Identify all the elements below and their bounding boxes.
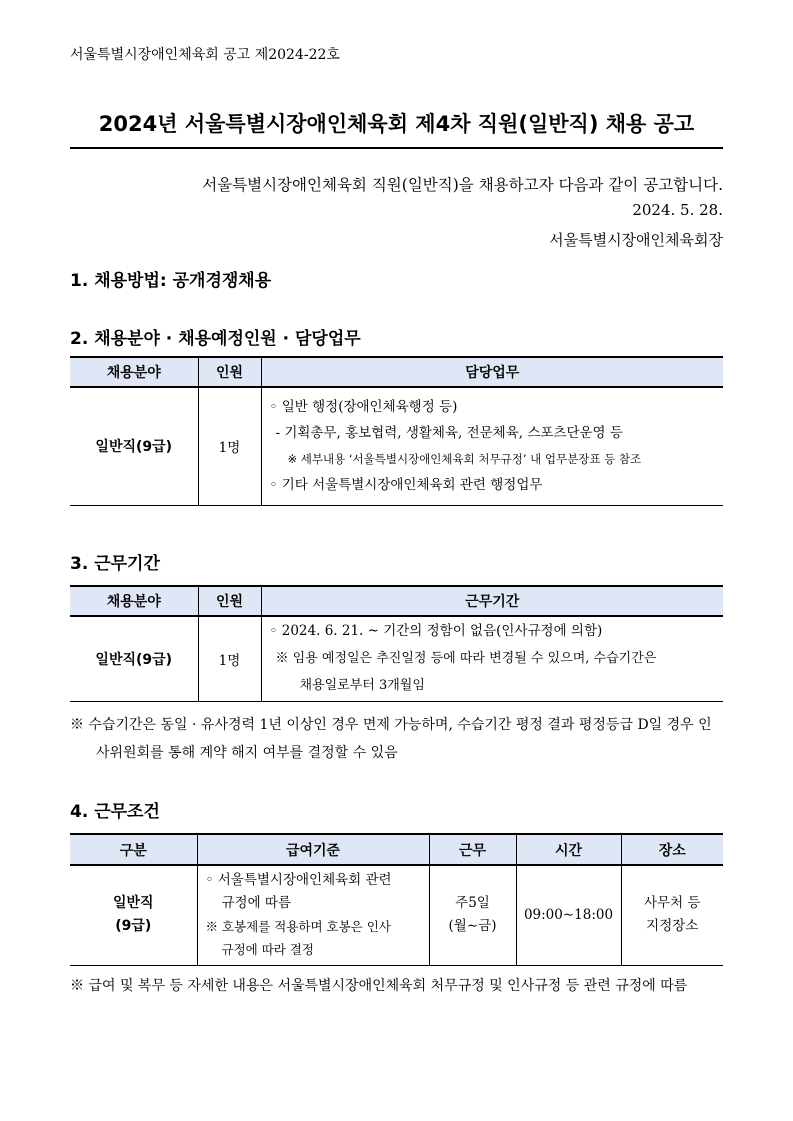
pay-note-footer: ※ 급여 및 복무 등 자세한 내용은 서울특별시장애인체육회 처무규정 및 인사규정 등 관련 규정에 따름 (70, 978, 688, 994)
conditions-table-header-row (70, 834, 723, 865)
header-pay: 급여기준 (197, 834, 429, 865)
place-line: 지정장소 (646, 918, 699, 935)
section4-heading: 4. 근무조건 (70, 802, 160, 822)
notice-signer: 서울특별시장애인체육회장 (549, 231, 723, 249)
pay-cell (197, 865, 429, 965)
header-work: 근무 (429, 834, 516, 865)
duty-line: ◦ 기타 서울특별시장애인체육회 관련 행정업무 (269, 477, 543, 494)
section2-heading: 2. 채용분야 · 채용예정인원 · 담당업무 (70, 329, 361, 349)
header-period: 근무기간 (261, 586, 723, 616)
place-cell (621, 865, 723, 965)
category-line: 일반직 (112, 895, 154, 912)
page-title: 2024년 서울특별시장애인체육회 제4차 직원(일반직) 채용 공고 (98, 112, 695, 136)
notice-date: 2024. 5. 28. (632, 201, 723, 219)
header-count: 인원 (198, 586, 261, 616)
pay-line: ◦ 서울특별시장애인체육회 관련 (205, 872, 392, 889)
table-row (70, 616, 723, 701)
intro-text: 서울특별시장애인체육회 직원(일반직)을 채용하고자 다음과 같이 공고합니다. (202, 176, 723, 194)
pay-line: 규정에 따름 (221, 895, 291, 912)
work-cell (429, 865, 516, 965)
header-field: 채용분야 (70, 586, 198, 616)
table-row (70, 387, 723, 505)
header-field: 채용분야 (70, 357, 198, 387)
section1-heading: 1. 채용방법: 공개경쟁채용 (70, 271, 272, 291)
duty-line: ◦ 일반 행정(장애인체육행정 등) (269, 399, 458, 416)
field-cell: 일반직(9급) (70, 387, 198, 505)
period-note: ※ 임용 예정일은 추진일정 등에 따라 변경될 수 있으며, 수습기간은 (275, 651, 657, 667)
count-cell: 1명 (198, 387, 261, 505)
title-divider (70, 147, 723, 149)
period-table-header-row (70, 586, 723, 616)
period-line: ◦ 2024. 6. 21. ~ 기간의 정함이 없음(인사규정에 의함) (269, 623, 603, 640)
place-line: 사무처 등 (644, 895, 701, 912)
header-category: 구분 (70, 834, 197, 865)
category-cell (70, 865, 197, 965)
header-place: 장소 (621, 834, 723, 865)
duty-line: - 기획총무, 홍보협력, 생활체육, 전문체육, 스포츠단운영 등 (275, 425, 623, 442)
work-line: (월∼금) (448, 918, 497, 935)
period-cell (261, 616, 723, 701)
notice-number: 서울특별시장애인체육회 공고 제2024-22호 (70, 47, 340, 63)
pay-note-cont: 규정에 따라 결정 (221, 942, 314, 958)
header-duties: 담당업무 (261, 357, 723, 387)
conditions-table (70, 833, 723, 966)
count-cell: 1명 (198, 616, 261, 701)
work-line: 주5일 (455, 895, 490, 912)
probation-note: ※ 수습기간은 동일 · 유사경력 1년 이상인 경우 면제 가능하며, 수습기간 평정 결과 평정등급 D일 경우 인사위원회를 통해 계약 해지 여부를 결정할 수 있음 (70, 717, 712, 761)
duties-table-header-row (70, 357, 723, 387)
time-cell: 09:00∼18:00 (516, 865, 621, 965)
field-cell: 일반직(9급) (70, 616, 198, 701)
period-note-cont: 채용일로부터 3개월임 (299, 678, 425, 694)
table-row (70, 865, 723, 965)
header-count: 인원 (198, 357, 261, 387)
duty-note: ※ 세부내용 ‘서울특별시장애인체육회 처무규정’ 내 업무분장표 등 참조 (287, 452, 642, 467)
section3-heading: 3. 근무기간 (70, 554, 160, 574)
period-table (70, 585, 723, 702)
duties-table (70, 356, 723, 506)
header-time: 시간 (516, 834, 621, 865)
pay-note: ※ 호봉제를 적용하며 호봉은 인사 (205, 919, 391, 935)
duties-cell (261, 387, 723, 505)
category-line: (9급) (115, 918, 152, 935)
